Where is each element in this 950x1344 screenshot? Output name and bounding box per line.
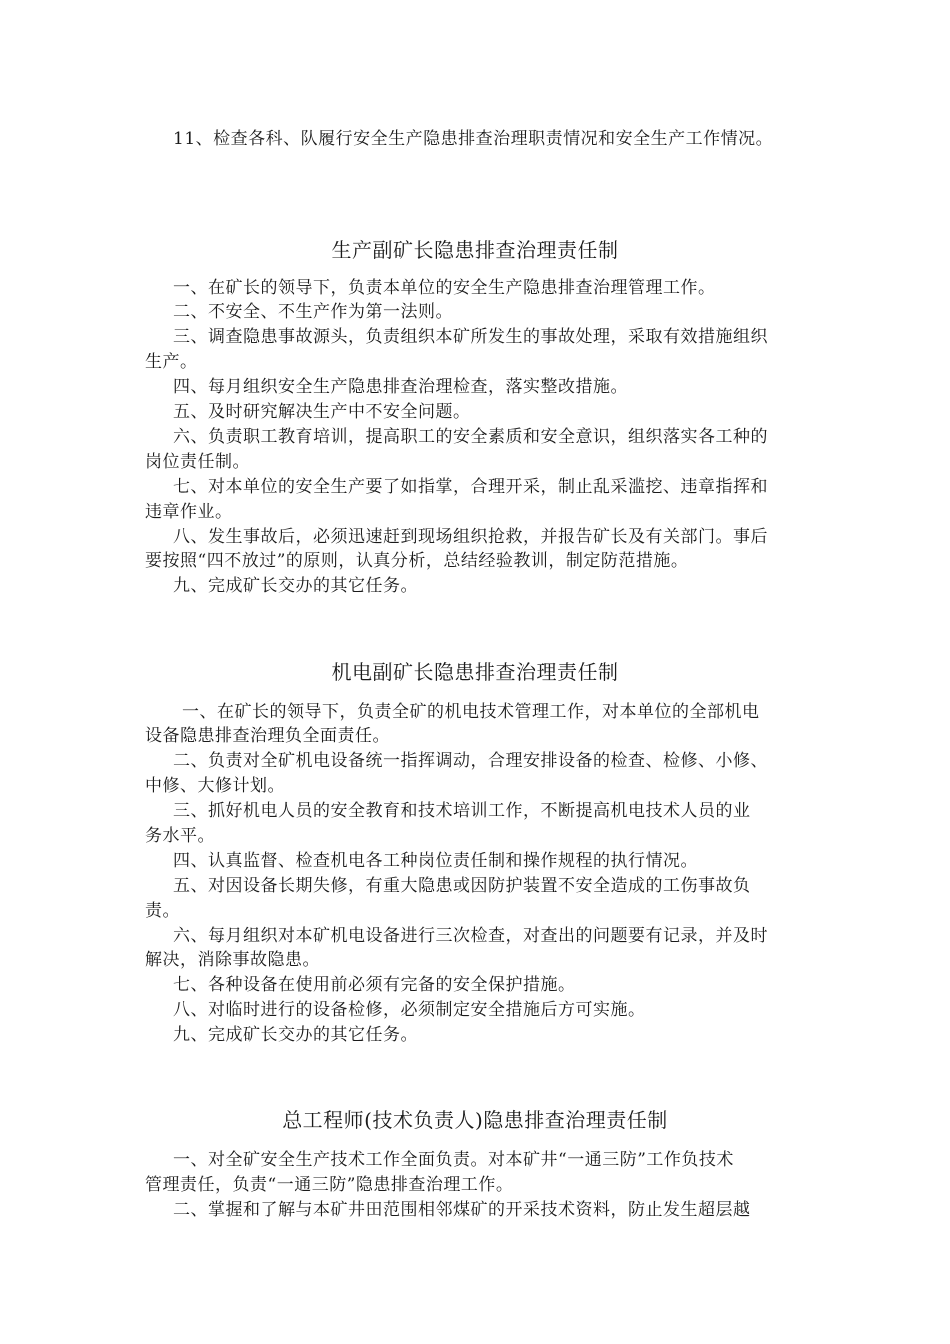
paragraph-line: 二、不安全、不生产作为第一法则。: [173, 302, 453, 322]
top-item: 11、检查各科、队履行安全生产隐患排查治理职责情况和安全生产工作情况。: [173, 129, 774, 149]
paragraph-line: 七、对本单位的安全生产要了如指掌，合理开采，制止乱采滥挖、违章指挥和: [173, 477, 768, 497]
paragraph-line: 一、对全矿安全生产技术工作全面负责。对本矿井“一通三防”工作负技术: [173, 1150, 734, 1170]
paragraph-line: 八、发生事故后，必须迅速赶到现场组织抢救，并报告矿长及有关部门。事后: [173, 527, 768, 547]
section-title-electromechanical: 机电副矿长隐患排查治理责任制: [331, 660, 619, 684]
paragraph-line: 六、每月组织对本矿机电设备进行三次检查，对查出的问题要有记录，并及时: [173, 926, 768, 946]
paragraph-line: 五、对因设备长期失修，有重大隐患或因防护装置不安全造成的工伤事故负: [173, 876, 751, 896]
paragraph-line: 三、调查隐患事故源头，负责组织本矿所发生的事故处理，采取有效措施组织: [173, 327, 768, 347]
paragraph-line: 违章作业。: [145, 502, 233, 522]
paragraph-line: 中修、大修计划。: [145, 776, 285, 796]
section-title-chief-engineer: 总工程师(技术负责人)隐患排查治理责任制: [282, 1108, 668, 1132]
paragraph-line: 五、及时研究解决生产中不安全问题。: [173, 402, 471, 422]
paragraph-line: 七、各种设备在使用前必须有完备的安全保护措施。: [173, 975, 576, 995]
paragraph-line: 设备隐患排查治理负全面责任。: [145, 726, 390, 746]
paragraph-line: 八、对临时进行的设备检修，必须制定安全措施后方可实施。: [173, 1000, 646, 1020]
paragraph-line: 岗位责任制。: [145, 452, 250, 472]
paragraph-line: 务水平。: [145, 826, 215, 846]
paragraph-line: 九、完成矿长交办的其它任务。: [173, 576, 418, 596]
paragraph-line: 责。: [145, 901, 180, 921]
paragraph-line: 一、在矿长的领导下，负责全矿的机电技术管理工作，对本单位的全部机电: [182, 702, 760, 722]
paragraph-line: 解决，消除事故隐患。: [145, 950, 320, 970]
paragraph-line: 二、负责对全矿机电设备统一指挥调动，合理安排设备的检查、检修、小修、: [173, 751, 768, 771]
paragraph-line: 管理责任，负责“一通三防”隐患排查治理工作。: [145, 1175, 514, 1195]
paragraph-line: 要按照“四不放过”的原则，认真分析，总结经验教训，制定防范措施。: [145, 551, 689, 571]
paragraph-line: 四、认真监督、检查机电各工种岗位责任制和操作规程的执行情况。: [173, 851, 698, 871]
paragraph-line: 三、抓好机电人员的安全教育和技术培训工作，不断提高机电技术人员的业: [173, 801, 751, 821]
paragraph-line: 一、在矿长的领导下，负责本单位的安全生产隐患排查治理管理工作。: [173, 278, 716, 298]
paragraph-line: 二、掌握和了解与本矿井田范围相邻煤矿的开采技术资料，防止发生超层越: [173, 1200, 751, 1220]
paragraph-line: 九、完成矿长交办的其它任务。: [173, 1025, 418, 1045]
paragraph-line: 生产。: [145, 352, 198, 372]
paragraph-line: 四、每月组织安全生产隐患排查治理检查，落实整改措施。: [173, 377, 628, 397]
paragraph-line: 六、负责职工教育培训，提高职工的安全素质和安全意识，组织落实各工种的: [173, 427, 768, 447]
section-title-production: 生产副矿长隐患排查治理责任制: [331, 238, 619, 262]
